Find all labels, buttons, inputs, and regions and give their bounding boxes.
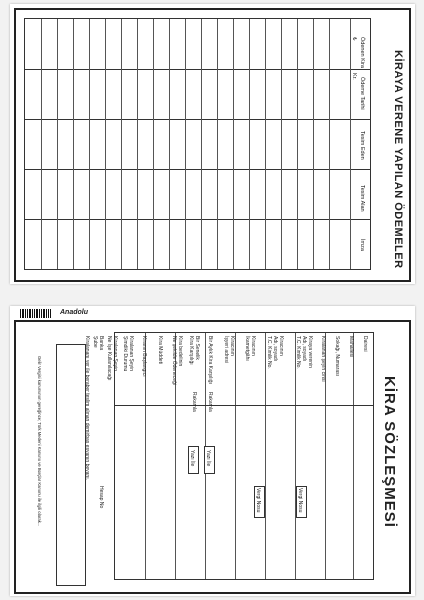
payments-table (24, 18, 371, 270)
field-kiraci-ad: Adı, soyadı (272, 336, 278, 362)
account-no-label: Hesap No (98, 486, 104, 509)
top-sheet (10, 4, 415, 284)
rakamla-label-1: Rakamla (207, 392, 213, 412)
vergi-no-label-2: Vergi Nosu (255, 488, 261, 513)
legal-note: Gelir Vergisi kanununun gereğince; Türk Medeni Kanunu ve Borçlar Kanunu ile ilgili olarak... (37, 356, 42, 527)
field-kiraci: Kiracının (278, 336, 284, 356)
col-header-odeme-tarihi: Ödeme Tarihi (359, 77, 365, 110)
inventory-statement: Kiralananı yer ile beraber teslim alınan demirbaş eşyanın beyanı. (84, 336, 90, 480)
field-simdiki-durum-1: Kiralanan Şeyin (128, 336, 134, 372)
field-senelik-karsilik: Kira Karşılığı (188, 336, 194, 365)
col-header-imza: İmza (359, 239, 365, 251)
field-isyeri: İşyeri adresi (223, 336, 229, 363)
field-simdiki-durum-2: Şimdiki Durumu (122, 336, 128, 372)
field-mahallesi: Mahallesi (348, 336, 354, 358)
yazi-label-2: Yazı İle (189, 450, 195, 467)
branch-label: Şube (92, 336, 98, 348)
col-header-tesim-alan: Tesim Alan (359, 185, 365, 212)
brand-logo: Anadolu (60, 309, 88, 316)
col-header-kr: Kr. (351, 73, 357, 80)
field-kira-muddeti: Kira Müddeti (157, 336, 163, 365)
field-kiraya-veren: Kiraya verenin (307, 336, 313, 368)
field-kiraci-2: Kiracının (250, 336, 256, 356)
field-veren-tc: T.C. Kimlik No. (295, 336, 301, 369)
field-odeme-sekli: Ne şekilde Ödeneceği (171, 336, 177, 385)
field-sokak: Sokağı, Numarası (334, 336, 340, 377)
field-senelik: Bir Senelik (194, 336, 200, 360)
field-kullanim-1: Kiralanan Şeyin (112, 336, 118, 372)
top-sheet-title: KİRAYA VERENE YAPILAN ÖDEMELER (392, 50, 404, 269)
field-dairesi: Dairesi (362, 336, 368, 352)
field-kira-bedeli: Kira bedelinin (177, 336, 183, 367)
field-veren-ad: Adı, soyadı (301, 336, 307, 362)
barcode (20, 309, 51, 318)
col-header-currency: ₺ (351, 37, 357, 41)
field-ikametgah: İkametgâhı (244, 336, 250, 361)
field-kiraci-3: Kiracının (229, 336, 235, 356)
field-cins: Kiralanan şeyin cinsi (320, 336, 326, 382)
rakamla-label-2: Rakamla (191, 392, 197, 412)
contract-title: KİRA SÖZLEŞMESİ (381, 376, 398, 528)
table-header-row (25, 19, 370, 269)
field-aylik-kira: Bir Aylık Kira Karşılığı (207, 336, 213, 384)
field-kiraci-tc: T.C. Kimlik No. (266, 336, 272, 369)
col-header-tesim-eden: Tesim Eden (359, 131, 365, 160)
yazi-label-1: Yazı İle (205, 450, 211, 467)
col-header-odenen-kira: Ödenen Kira (359, 37, 365, 68)
vergi-no-label-1: Vergi Nosu (297, 488, 303, 513)
field-kullanim-2: Ne İşe Kullanılacağı (106, 336, 112, 381)
inventory-box (56, 344, 86, 586)
bottom-sheet (10, 306, 415, 596)
bank-label: Banka (98, 336, 104, 351)
field-kira-baslangic: Kiranın Başlangıcı (141, 336, 147, 377)
